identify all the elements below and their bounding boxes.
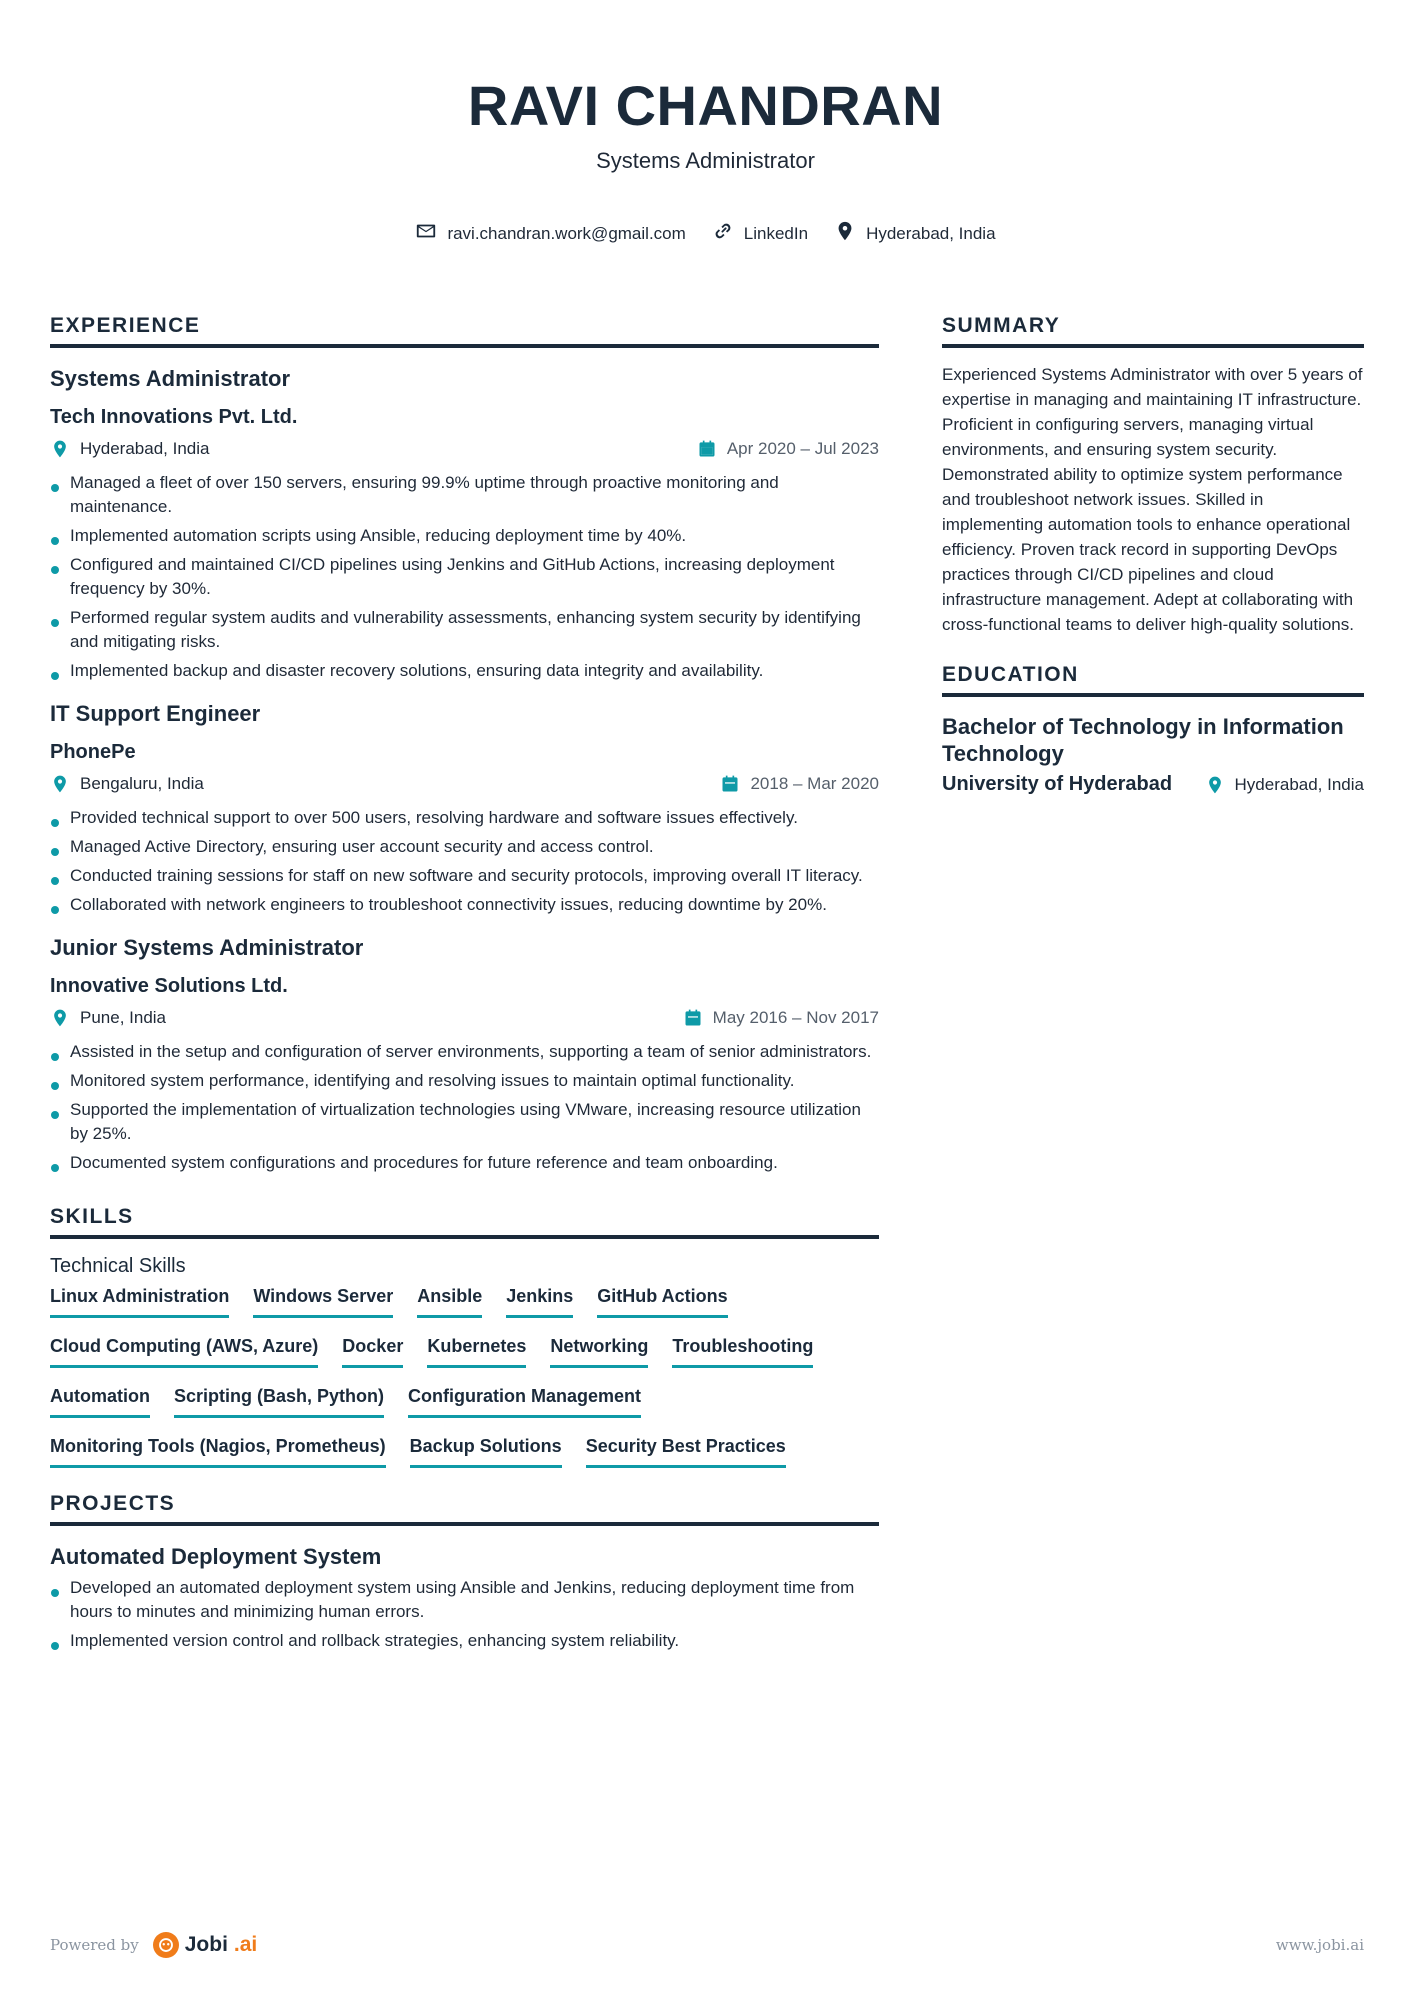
job-location [50, 774, 204, 794]
skill-tag: GitHub Actions [597, 1286, 727, 1318]
mail-icon [415, 220, 437, 247]
skills-heading: SKILLS [50, 1205, 879, 1239]
summary-text: Experienced Systems Administrator with over 5 years of expertise in managing and maintaining IT infrastructure. Proficient in configuring servers, managing virtual environments, and ensuring system security. Demonstrated ability to optimize system performance and troubleshoot network issues. Skilled in implementing automation tools to enhance operational efficiency. Proven track record in supporting DevOps practices through CI/CD pipelines and cloud infrastructure management. Adept at collaborating with cross-functional teams to deliver high-quality solutions. [942, 365, 1363, 634]
resume-header [0, 74, 1411, 174]
skill-tag: Linux Administration [50, 1286, 229, 1318]
skill-tag: Monitoring Tools (Nagios, Prometheus) [50, 1436, 386, 1468]
company-name: PhonePe [50, 741, 136, 763]
skill-tag: Troubleshooting [672, 1336, 813, 1368]
calendar-icon [683, 1008, 703, 1028]
job-dates [683, 1008, 879, 1028]
job-meta [50, 774, 879, 794]
jobi-logo-icon [153, 1932, 179, 1958]
job-location-text: Bengaluru, India [80, 774, 204, 793]
list-item: Collaborated with network engineers to troubleshoot connectivity issues, reducing downtime by 20%. [50, 893, 879, 917]
list-item: Implemented backup and disaster recovery solutions, ensuring data integrity and availability. [50, 659, 879, 683]
powered-by [50, 1932, 257, 1958]
website-link[interactable]: www.jobi.ai [1275, 1936, 1364, 1954]
job-title: IT Support Engineer [50, 701, 261, 726]
projects-heading: PROJECTS [50, 1492, 879, 1526]
skill-row [50, 1336, 879, 1378]
contact-linkedin[interactable] [712, 220, 808, 247]
project-entry [50, 1544, 879, 1653]
education-entry [942, 713, 1364, 796]
experience-entry [50, 935, 879, 1175]
company-name: Tech Innovations Pvt. Ltd. [50, 406, 298, 428]
email-text[interactable]: ravi.chandran.work@gmail.com [447, 223, 686, 243]
link-icon [712, 220, 734, 247]
contact-email[interactable] [415, 220, 685, 247]
education-heading: EDUCATION [942, 663, 1364, 697]
skill-tag: Cloud Computing (AWS, Azure) [50, 1336, 318, 1368]
location-pin-icon [50, 774, 70, 794]
contact-location [834, 220, 995, 247]
job-location [50, 439, 209, 459]
skill-row [50, 1386, 879, 1428]
list-item: Monitored system performance, identifying and resolving issues to maintain optimal functionality. [50, 1069, 879, 1093]
skill-tag: Security Best Practices [586, 1436, 786, 1468]
education-location-text: Hyderabad, India [1234, 774, 1364, 794]
skills-subtitle: Technical Skills [50, 1255, 186, 1277]
job-dates-text: Apr 2020 – Jul 2023 [726, 439, 879, 458]
candidate-title: Systems Administrator [596, 148, 815, 173]
list-item: Provided technical support to over 500 users, resolving hardware and software issues effectively. [50, 806, 879, 830]
skill-tag: Ansible [417, 1286, 482, 1318]
list-item: Conducted training sessions for staff on new software and security protocols, improving overall IT literacy. [50, 864, 879, 888]
contact-bar [0, 220, 1411, 247]
job-dates-text: May 2016 – Nov 2017 [712, 1008, 879, 1027]
candidate-name: RAVI CHANDRAN [467, 74, 944, 137]
list-item: Developed an automated deployment system using Ansible and Jenkins, reducing deployment time from hours to minutes and minimizing human errors. [50, 1576, 879, 1624]
location-text: Hyderabad, India [866, 223, 996, 243]
list-item: Assisted in the setup and configuration of server environments, supporting a team of senior administrators. [50, 1040, 879, 1064]
job-location [50, 1008, 166, 1028]
skill-tag: Automation [50, 1386, 150, 1418]
education-degree: Bachelor of Technology in Information Technology [942, 714, 1344, 766]
linkedin-text[interactable]: LinkedIn [743, 223, 809, 243]
experience-heading: EXPERIENCE [50, 314, 879, 348]
job-meta [50, 439, 879, 459]
job-dates-text: 2018 – Mar 2020 [750, 774, 879, 793]
job-location-text: Hyderabad, India [80, 439, 210, 458]
list-item: Managed a fleet of over 150 servers, ensuring 99.9% uptime through proactive monitoring and maintenance. [50, 471, 879, 519]
education-meta [942, 773, 1364, 796]
location-pin-icon [834, 220, 856, 247]
list-item: Managed Active Directory, ensuring user account security and access control. [50, 835, 879, 859]
page-footer [50, 1932, 1364, 1958]
experience-entry [50, 366, 879, 683]
job-bullets [50, 471, 879, 683]
list-item: Documented system configurations and procedures for future reference and team onboarding. [50, 1151, 879, 1175]
skill-tag: Scripting (Bash, Python) [174, 1386, 384, 1418]
job-title: Junior Systems Administrator [50, 935, 364, 960]
skill-tag: Networking [550, 1336, 648, 1368]
skills-list [50, 1286, 879, 1478]
list-item: Configured and maintained CI/CD pipelines using Jenkins and GitHub Actions, increasing deployment frequency by 30%. [50, 553, 879, 601]
experience-entry [50, 701, 879, 917]
location-pin-icon [50, 439, 70, 459]
brand-name: Jobi [184, 1933, 228, 1956]
location-pin-icon [50, 1008, 70, 1028]
job-title: Systems Administrator [50, 366, 291, 391]
job-bullets [50, 806, 879, 917]
job-dates [720, 774, 879, 794]
job-meta [50, 1008, 879, 1028]
skill-row [50, 1286, 879, 1328]
brand-suffix: .ai [233, 1933, 258, 1956]
calendar-icon [720, 774, 740, 794]
project-bullets [50, 1576, 879, 1653]
job-bullets [50, 1040, 879, 1175]
calendar-icon [697, 439, 717, 459]
education-school: University of Hyderabad [942, 773, 1173, 795]
location-pin-icon [1205, 775, 1225, 795]
left-column [50, 314, 879, 1658]
right-column [942, 314, 1364, 796]
skill-tag: Backup Solutions [410, 1436, 562, 1468]
summary-heading: SUMMARY [942, 314, 1364, 348]
list-item: Supported the implementation of virtualization technologies using VMware, increasing resource utilization by 25%. [50, 1098, 879, 1146]
skill-tag: Configuration Management [408, 1386, 641, 1418]
list-item: Implemented version control and rollback strategies, enhancing system reliability. [50, 1629, 879, 1653]
brand-logo-link[interactable] [153, 1932, 258, 1958]
skill-tag: Docker [342, 1336, 403, 1368]
list-item: Performed regular system audits and vulnerability assessments, enhancing system security by identifying and mitigating risks. [50, 606, 879, 654]
skill-tag: Windows Server [253, 1286, 393, 1318]
company-name: Innovative Solutions Ltd. [50, 975, 288, 997]
list-item: Implemented automation scripts using Ansible, reducing deployment time by 40%. [50, 524, 879, 548]
skill-tag: Jenkins [506, 1286, 573, 1318]
project-title: Automated Deployment System [50, 1544, 382, 1569]
education-location [1205, 775, 1364, 795]
job-dates [697, 439, 879, 459]
job-location-text: Pune, India [80, 1008, 167, 1027]
skill-row [50, 1436, 879, 1478]
powered-by-label: Powered by [50, 1936, 139, 1954]
skill-tag: Kubernetes [427, 1336, 526, 1368]
